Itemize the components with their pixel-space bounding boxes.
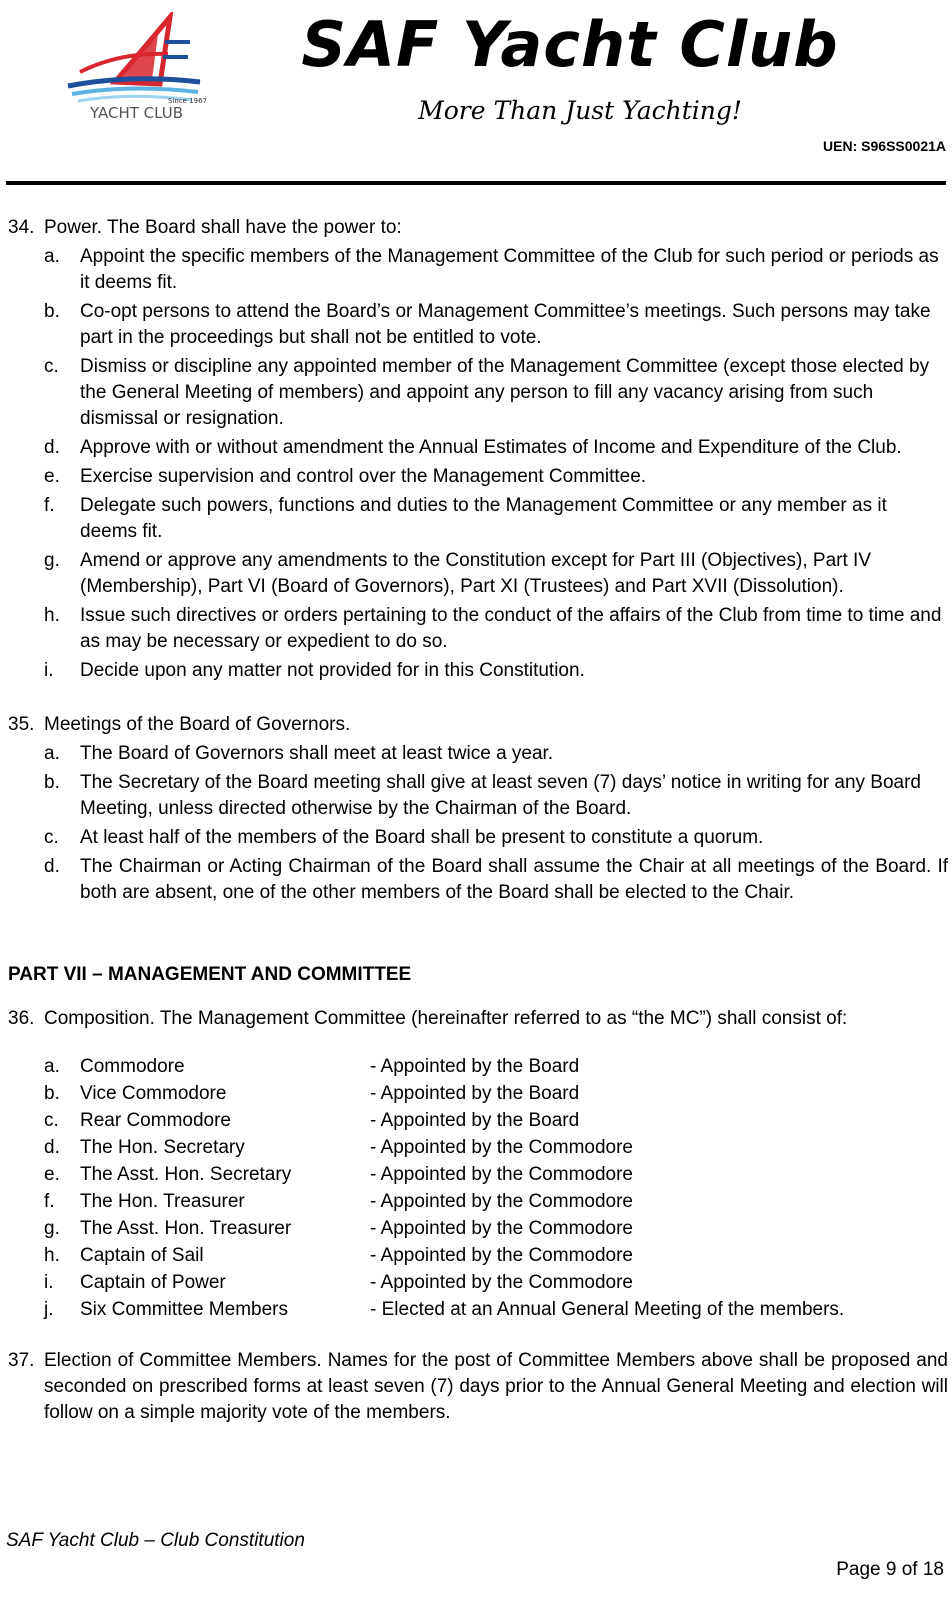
item-letter: g. xyxy=(44,1218,60,1239)
committee-composition-list xyxy=(8,1054,948,1324)
appointment-method: - Appointed by the Commodore xyxy=(370,1164,633,1185)
page-label: Page xyxy=(836,1559,881,1580)
committee-position: The Asst. Hon. Secretary xyxy=(80,1164,292,1185)
list-item xyxy=(44,299,948,351)
header-divider xyxy=(6,181,946,185)
clause-35-items xyxy=(44,741,948,906)
item-letter: h. xyxy=(44,605,60,626)
item-letter: a. xyxy=(44,1056,60,1077)
item-text: Amend or approve any amendments to the Constitution except for Part III (Objectives), Part IV (Membership), Part VI (Board of Governors), Part XI (Trustees) and Part XVII (Dissolution). xyxy=(80,550,871,597)
club-logo xyxy=(60,12,210,130)
item-letter: c. xyxy=(44,1110,59,1131)
item-letter: d. xyxy=(44,856,60,877)
item-text: Exercise supervision and control over the Management Committee. xyxy=(80,466,647,487)
appointment-method: - Appointed by the Commodore xyxy=(370,1137,633,1158)
appointment-method: - Appointed by the Commodore xyxy=(370,1245,633,1266)
part-heading: PART VII – MANAGEMENT AND COMMITTEE xyxy=(8,964,412,985)
list-item xyxy=(8,1162,948,1189)
appointment-method: - Appointed by the Board xyxy=(370,1056,580,1077)
page-of: of xyxy=(901,1559,918,1580)
page-number xyxy=(836,1559,944,1581)
committee-position: The Hon. Treasurer xyxy=(80,1191,245,1212)
item-letter: b. xyxy=(44,301,60,322)
committee-position: Vice Commodore xyxy=(80,1083,227,1104)
item-letter: i. xyxy=(44,1272,54,1293)
list-item xyxy=(44,435,948,461)
item-text: Issue such directives or orders pertaining to the conduct of the affairs of the Club from time to time and as may be necessary or expedient to do so. xyxy=(80,605,942,652)
item-letter: h. xyxy=(44,1245,60,1266)
clause-36 xyxy=(8,1006,948,1032)
item-letter: j. xyxy=(44,1299,54,1320)
list-item xyxy=(8,1189,948,1216)
clause-35 xyxy=(8,712,948,906)
page-current: 9 xyxy=(885,1559,897,1580)
club-tagline: More Than Just Yachting! xyxy=(418,96,742,125)
committee-position: Captain of Power xyxy=(80,1272,226,1293)
item-text: Decide upon any matter not provided for in this Constitution. xyxy=(80,660,585,681)
clause-number: 36. xyxy=(8,1008,35,1029)
item-text: The Board of Governors shall meet at least twice a year. xyxy=(80,743,554,764)
clause-heading: Meetings of the Board of Governors. xyxy=(44,714,351,735)
clause-text: Election of Committee Members. Names for the post of Committee Members above shall be proposed and seconded on prescribed forms at least seven (7) days prior to the Annual General Meeting and election will follow on a simple majority vote of the members. xyxy=(44,1350,948,1423)
item-text: Appoint the specific members of the Management Committee of the Club for such period or periods as it deems fit. xyxy=(80,246,939,293)
item-text: Delegate such powers, functions and duties to the Management Committee or any member as it deems fit. xyxy=(80,495,887,542)
item-letter: e. xyxy=(44,466,60,487)
item-letter: i. xyxy=(44,660,54,681)
item-letter: d. xyxy=(44,437,60,458)
appointment-method: - Appointed by the Commodore xyxy=(370,1218,633,1239)
clause-heading: Composition. The Management Committee (hereinafter referred to as “the MC”) shall consist of: xyxy=(44,1008,848,1029)
footer-document-title: SAF Yacht Club – Club Constitution xyxy=(6,1530,305,1551)
item-letter: f. xyxy=(44,495,55,516)
clause-37 xyxy=(8,1348,948,1426)
committee-position: Captain of Sail xyxy=(80,1245,204,1266)
clause-heading: Power. The Board shall have the power to: xyxy=(44,217,402,238)
club-title: SAF Yacht Club xyxy=(301,8,839,81)
appointment-method: - Appointed by the Commodore xyxy=(370,1272,633,1293)
item-text: Dismiss or discipline any appointed member of the Management Committee (except those elected by the General Meeting of members) and appoint any person to fill any vacancy arising from such dismissal or resignation. xyxy=(80,356,930,429)
list-item xyxy=(44,493,948,545)
logo-since-text: Since 1967 xyxy=(168,97,208,105)
committee-position: Rear Commodore xyxy=(80,1110,231,1131)
clause-34 xyxy=(8,215,948,684)
clause-number: 35. xyxy=(8,714,35,735)
list-item xyxy=(8,1297,948,1324)
list-item xyxy=(44,354,948,432)
item-text: Approve with or without amendment the Annual Estimates of Income and Expenditure of the Club. xyxy=(80,437,902,458)
uen-number: UEN: S96SS0021A xyxy=(823,138,946,154)
committee-position: Six Committee Members xyxy=(80,1299,288,1320)
item-letter: a. xyxy=(44,246,60,267)
list-item xyxy=(8,1270,948,1297)
item-text: Co-opt persons to attend the Board’s or Management Committee’s meetings. Such persons may take part in the proceedings but shall not be entitled to vote. xyxy=(80,301,931,348)
yacht-sail-logo-icon xyxy=(60,12,210,130)
list-item xyxy=(44,464,948,490)
committee-position: The Asst. Hon. Treasurer xyxy=(80,1218,292,1239)
document-body xyxy=(8,215,948,1426)
list-item xyxy=(44,854,948,906)
item-letter: g. xyxy=(44,550,60,571)
appointment-method: - Elected at an Annual General Meeting of the members. xyxy=(370,1299,845,1320)
item-letter: e. xyxy=(44,1164,60,1185)
appointment-method: - Appointed by the Board xyxy=(370,1110,580,1131)
list-item xyxy=(44,548,948,600)
list-item xyxy=(44,244,948,296)
list-item xyxy=(44,770,948,822)
list-item xyxy=(8,1243,948,1270)
list-item xyxy=(44,658,948,684)
committee-position: The Hon. Secretary xyxy=(80,1137,245,1158)
list-item xyxy=(8,1054,948,1081)
item-letter: a. xyxy=(44,743,60,764)
list-item xyxy=(8,1081,948,1108)
list-item xyxy=(8,1216,948,1243)
clause-number: 37. xyxy=(8,1350,35,1371)
list-item xyxy=(44,825,948,851)
item-letter: d. xyxy=(44,1137,60,1158)
appointment-method: - Appointed by the Commodore xyxy=(370,1191,633,1212)
list-item xyxy=(44,741,948,767)
item-text: At least half of the members of the Board shall be present to constitute a quorum. xyxy=(80,827,764,848)
list-item xyxy=(8,1108,948,1135)
item-letter: b. xyxy=(44,1083,60,1104)
clause-34-items xyxy=(44,244,948,684)
appointment-method: - Appointed by the Board xyxy=(370,1083,580,1104)
item-letter: c. xyxy=(44,356,59,377)
committee-position: Commodore xyxy=(80,1056,185,1077)
item-letter: f. xyxy=(44,1191,55,1212)
clause-number: 34. xyxy=(8,217,35,238)
item-letter: b. xyxy=(44,772,60,793)
logo-club-text: YACHT CLUB xyxy=(90,104,184,122)
list-item xyxy=(44,603,948,655)
list-item xyxy=(8,1135,948,1162)
item-text: The Chairman or Acting Chairman of the Board shall assume the Chair at all meetings of the Board. If both are absent, one of the other members of the Board shall be elected to the Chair. xyxy=(80,856,948,903)
page-total: 18 xyxy=(922,1559,944,1580)
item-letter: c. xyxy=(44,827,59,848)
item-text: The Secretary of the Board meeting shall give at least seven (7) days’ notice in writing for any Board Meeting, unless directed otherwise by the Chairman of the Board. xyxy=(80,772,922,819)
